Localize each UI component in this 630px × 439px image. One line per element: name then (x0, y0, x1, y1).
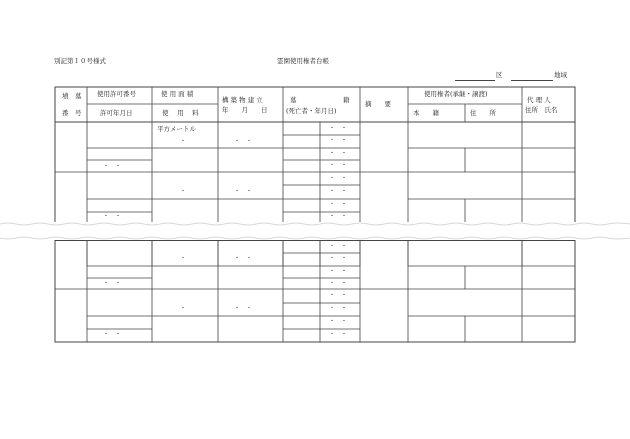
user-header-honseki: 本 籍 (413, 109, 439, 117)
death-date-dots: ・ ・ (329, 255, 348, 262)
death-date-dots: ・ ・ (329, 280, 348, 287)
tomb-header-left: 墓 (290, 96, 297, 104)
build-date-dots: ・ ・ (234, 138, 253, 145)
tomb-header-right: 籍 (343, 96, 350, 104)
death-date-dots: ・ ・ (329, 318, 348, 325)
death-date-dots: ・ ・ (329, 125, 348, 132)
build-date-dots: ・ ・ (234, 305, 253, 312)
area-dot: ・ (180, 188, 187, 195)
bango-header-bottom: 番 号 (62, 109, 82, 117)
death-date-dots: ・ ・ (329, 243, 348, 250)
user-header-top: 使用権者(承継・譲渡) (424, 90, 488, 98)
build-date-dots: ・ ・ (234, 188, 253, 195)
permit-header-top: 使用許可番号 (97, 90, 136, 98)
death-date-dots: ・ ・ (329, 201, 348, 208)
death-date-dots: ・ ・ (329, 331, 348, 338)
form-title: 霊園使用権者台帳 (277, 57, 329, 65)
agent-header-bottom: 住所 氏名 (525, 106, 558, 114)
form-number: 別記第１０号様式 (54, 57, 106, 65)
permit-date-dots: ・ ・ (103, 331, 122, 338)
tomb-header-bottom: (死亡者・年月日) (286, 107, 337, 115)
area-header-bottom: 使 用 料 (162, 109, 199, 117)
area-label: 地域 (554, 71, 567, 79)
area-dot: ・ (180, 305, 187, 312)
death-date-dots: ・ ・ (329, 137, 348, 144)
user-header-address: 住 所 (470, 109, 496, 117)
area-unit: 平方メートル (157, 125, 196, 133)
omitted-rows-gap (0, 222, 630, 240)
permit-date-dots: ・ ・ (103, 213, 122, 220)
death-date-dots: ・ ・ (329, 175, 348, 182)
agent-header-top: 代 理 人 (527, 96, 551, 104)
death-date-dots: ・ ・ (329, 162, 348, 169)
death-date-dots: ・ ・ (329, 150, 348, 157)
area-dot: ・ (180, 255, 187, 262)
ku-label: 区 (496, 71, 503, 79)
area-dot: ・ (180, 138, 187, 145)
remarks-header: 摘 要 (365, 100, 391, 108)
death-date-dots: ・ ・ (329, 292, 348, 299)
area-header-top: 使 用 面 積 (161, 90, 194, 98)
build-date-dots: ・ ・ (234, 255, 253, 262)
death-date-dots: ・ ・ (329, 305, 348, 312)
bango-header-top: 墳 墓 (62, 92, 82, 100)
permit-date-dots: ・ ・ (103, 163, 122, 170)
death-date-dots: ・ ・ (329, 268, 348, 275)
death-date-dots: ・ ・ (329, 188, 348, 195)
death-date-dots: ・ ・ (329, 213, 348, 220)
build-header-bottom: 年 月 日 (222, 106, 268, 114)
permit-date-dots: ・ ・ (103, 280, 122, 287)
table-resume-top (55, 240, 575, 241)
permit-header-bottom: 許可年月日 (100, 109, 133, 117)
build-header-top: 構 築 物 建 立 (222, 96, 263, 104)
